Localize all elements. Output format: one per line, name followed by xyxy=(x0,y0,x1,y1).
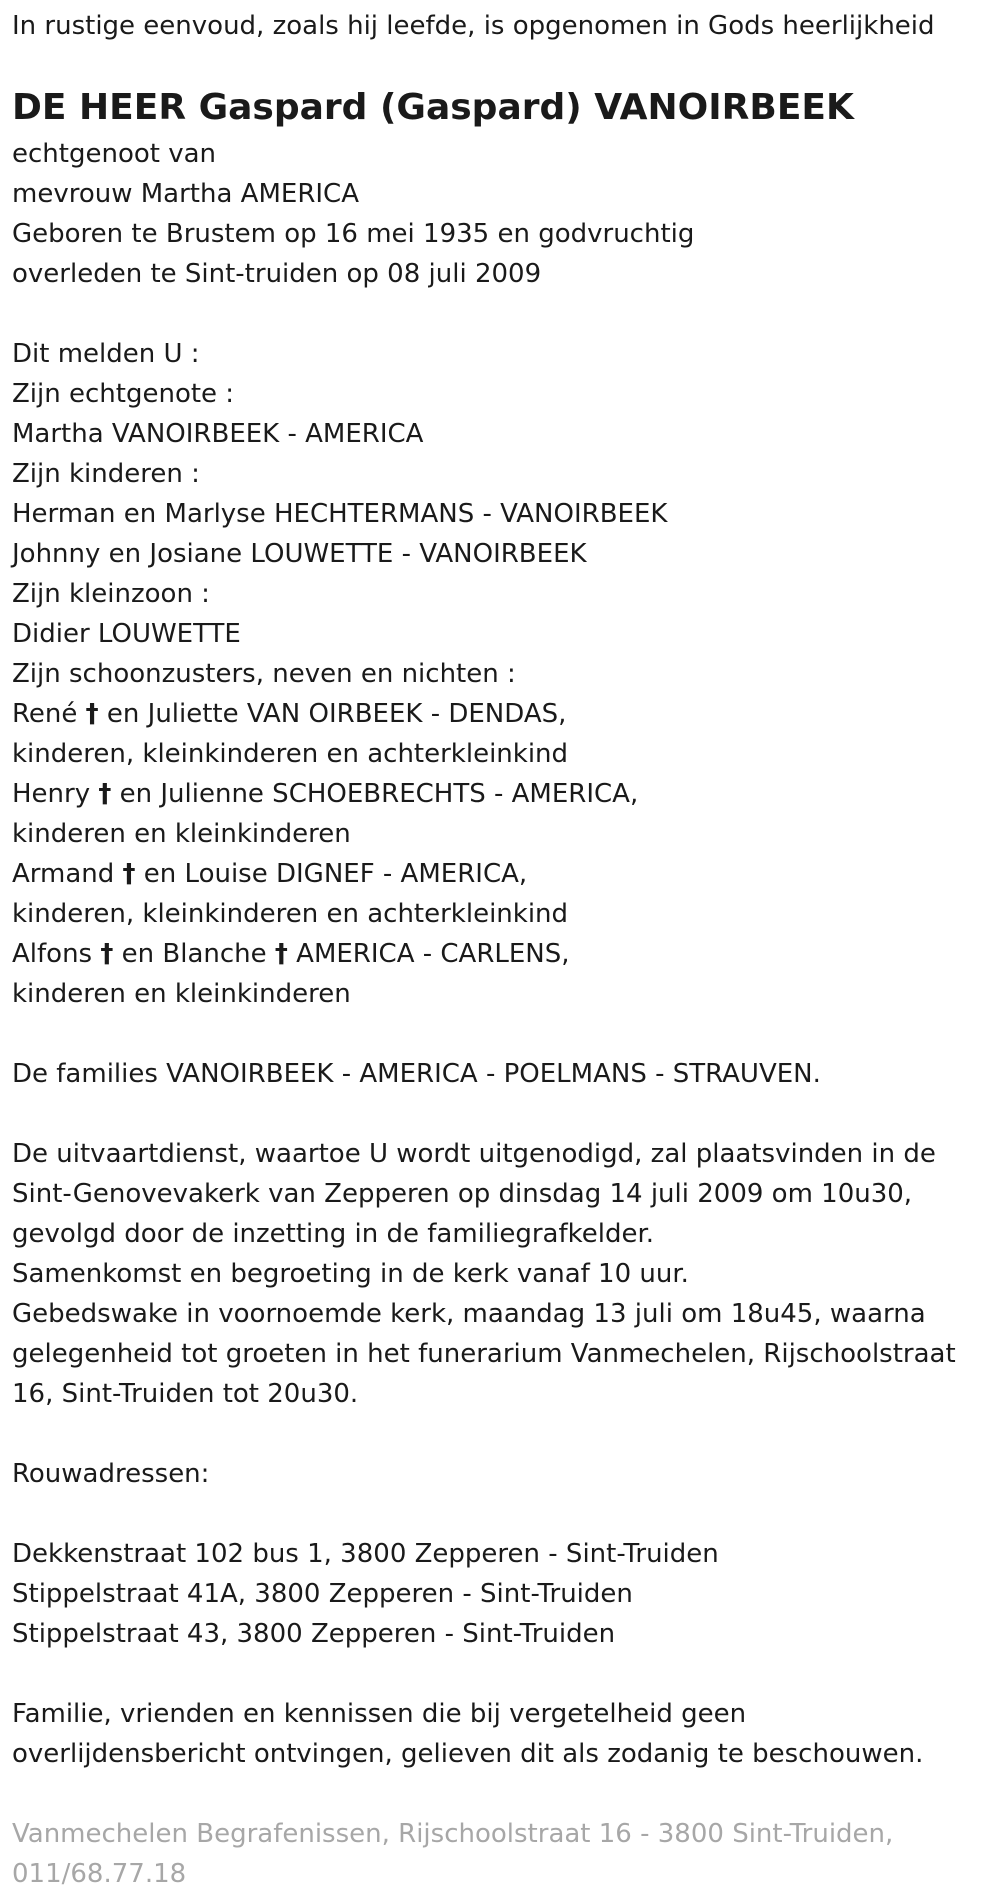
child-entry-1: Herman en Marlyse HECHTERMANS - VANOIRBEEK xyxy=(12,499,668,529)
born-line: Geboren te Brustem op 16 mei 1935 en godvruchtig xyxy=(12,219,695,249)
wife-name: Martha VANOIRBEEK - AMERICA xyxy=(12,419,424,449)
inlaw-entry-2 xyxy=(12,774,988,814)
deceased-cross-icon: † xyxy=(98,779,112,809)
inlaw-name: René xyxy=(12,699,78,729)
inlaw-name: Armand xyxy=(12,859,115,889)
closing-line: Familie, vrienden en kennissen die bij vergetelheid geen xyxy=(12,1699,747,1729)
inlaw-entry-4 xyxy=(12,934,988,974)
footer-line: Vanmechelen Begrafenissen, Rijschoolstraat 16 - 3800 Sint-Truiden, xyxy=(12,1819,894,1849)
funeral-line: 16, Sint-Truiden tot 20u30. xyxy=(12,1379,359,1409)
spacer xyxy=(12,1094,988,1134)
funeral-line: gevolgd door de inzetting in de familiegrafkelder. xyxy=(12,1219,655,1249)
addresses-label: Rouwadressen: xyxy=(12,1459,210,1489)
spacer xyxy=(12,294,988,334)
funeral-line: Sint-Genovevakerk van Zepperen op dinsdag 14 juli 2009 om 10u30, xyxy=(12,1179,913,1209)
spouse-label: echtgenoot van xyxy=(12,139,217,169)
died-line: overleden te Sint-truiden op 08 juli 2009 xyxy=(12,259,542,289)
inlaw-descendants-4: kinderen en kleinkinderen xyxy=(12,979,351,1009)
address-line: Dekkenstraat 102 bus 1, 3800 Zepperen - Sint-Truiden xyxy=(12,1539,719,1569)
inlaw-descendants-1: kinderen, kleinkinderen en achterkleinkind xyxy=(12,739,569,769)
announcement-header: Dit melden U : xyxy=(12,339,200,369)
inlaw-descendants-3: kinderen, kleinkinderen en achterkleinkind xyxy=(12,899,569,929)
closing-paragraph xyxy=(12,1694,988,1774)
inlaw-name: Henry xyxy=(12,779,91,809)
funeral-line: gelegenheid tot groeten in het funerarium Vanmechelen, Rijschoolstraat xyxy=(12,1339,956,1369)
closing-line: overlijdensbericht ontvingen, gelieven dit als zodanig te beschouwen. xyxy=(12,1739,924,1769)
spacer xyxy=(12,1014,988,1054)
spouse-name: mevrouw Martha AMERICA xyxy=(12,179,359,209)
inlaw-entry-1 xyxy=(12,694,988,734)
inlaw-descendants-2: kinderen en kleinkinderen xyxy=(12,819,351,849)
children-label: Zijn kinderen : xyxy=(12,459,200,489)
address-line: Stippelstraat 43, 3800 Zepperen - Sint-Truiden xyxy=(12,1619,616,1649)
inlaws-label: Zijn schoonzusters, neven en nichten : xyxy=(12,659,516,689)
deceased-cross-icon: † xyxy=(100,939,114,969)
inlaw-name: en Julienne SCHOEBRECHTS - AMERICA, xyxy=(111,779,639,809)
families-line: De families VANOIRBEEK - AMERICA - POELMANS - STRAUVEN. xyxy=(12,1059,821,1089)
inlaw-name: en Louise DIGNEF - AMERICA, xyxy=(135,859,528,889)
spacer xyxy=(12,1774,988,1814)
inlaw-entry-3 xyxy=(12,854,988,894)
deceased-cross-icon: † xyxy=(274,939,288,969)
wife-label: Zijn echtgenote : xyxy=(12,379,235,409)
grandson-label: Zijn kleinzoon : xyxy=(12,579,210,609)
deceased-cross-icon: † xyxy=(122,859,136,889)
funeral-paragraph xyxy=(12,1134,988,1414)
inlaw-name: AMERICA - CARLENS, xyxy=(287,939,570,969)
spacer xyxy=(12,1414,988,1454)
funeral-line: De uitvaartdienst, waartoe U wordt uitgenodigd, zal plaatsvinden in de xyxy=(12,1139,936,1169)
address-list xyxy=(12,1534,988,1654)
deceased-name: DE HEER Gaspard (Gaspard) VANOIRBEEK xyxy=(12,87,854,128)
inlaw-name: Alfons xyxy=(12,939,93,969)
inlaw-name: en Blanche xyxy=(113,939,267,969)
spacer xyxy=(12,1654,988,1694)
address-line: Stippelstraat 41A, 3800 Zepperen - Sint-Truiden xyxy=(12,1579,633,1609)
funeral-home-footer xyxy=(12,1814,988,1894)
grandson-name: Didier LOUWETTE xyxy=(12,619,241,649)
funeral-line: Samenkomst en begroeting in de kerk vanaf 10 uur. xyxy=(12,1259,689,1289)
intro-text: In rustige eenvoud, zoals hij leefde, is opgenomen in Gods heerlijkheid xyxy=(12,11,935,41)
footer-line: 011/68.77.18 xyxy=(12,1859,187,1889)
funeral-line: Gebedswake in voornoemde kerk, maandag 13 juli om 18u45, waarna xyxy=(12,1299,926,1329)
deceased-cross-icon: † xyxy=(85,699,99,729)
child-entry-2: Johnny en Josiane LOUWETTE - VANOIRBEEK xyxy=(12,539,587,569)
inlaw-name: en Juliette VAN OIRBEEK - DENDAS, xyxy=(98,699,567,729)
spacer xyxy=(12,1494,988,1534)
